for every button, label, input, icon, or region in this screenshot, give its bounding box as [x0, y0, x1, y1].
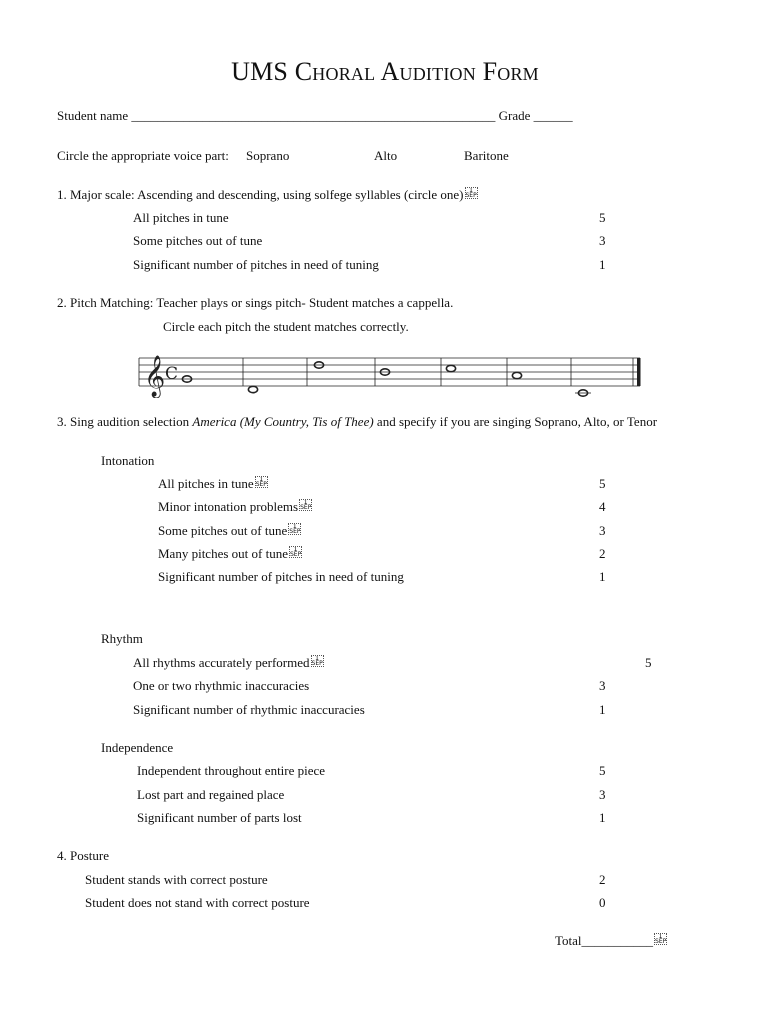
form-title: UMS Choral Audition Form: [231, 57, 539, 86]
student-name-label: Student name: [57, 108, 129, 123]
section2-instruction: Circle each pitch the student matches correctly.: [163, 319, 409, 334]
independence-item-score[interactable]: 5: [599, 763, 606, 778]
sep-marker-icon: 1 SEP: [300, 499, 312, 511]
voice-option-alto[interactable]: Alto: [374, 148, 398, 163]
independence-item-label: Lost part and regained place: [137, 787, 285, 802]
song-title: America (My Country, Tis of Thee): [192, 414, 374, 429]
final-barline: [637, 358, 641, 386]
s1-item-score[interactable]: 3: [599, 233, 606, 248]
sep-marker-icon: 1 SEP: [311, 655, 323, 667]
section3-heading-post: and specify if you are singing Soprano, Alto, or Tenor: [373, 414, 658, 429]
total-label: Total: [555, 933, 582, 948]
voice-option-baritone[interactable]: Baritone: [464, 148, 509, 163]
intonation-item-label: Minor intonation problems 1 SEP: [158, 499, 312, 514]
voice-option-soprano[interactable]: Soprano: [246, 148, 290, 163]
sep-marker-icon: 1 SEP: [655, 933, 667, 945]
sep-marker-icon: 1 SEP: [289, 523, 301, 535]
rhythm-item-label: One or two rhythmic inaccuracies: [133, 678, 310, 693]
intonation-item-label: Some pitches out of tune 1 SEP: [158, 523, 301, 538]
grade-field[interactable]: ______: [533, 108, 573, 123]
intonation-item-score[interactable]: 4: [599, 499, 606, 514]
note-C5[interactable]: [446, 365, 455, 371]
independence-heading: Independence: [101, 740, 174, 755]
s1-item-score[interactable]: 5: [599, 210, 606, 225]
time-signature: C: [165, 364, 179, 384]
section1-heading: [57, 187, 478, 203]
intonation-item-label: Many pitches out of tune 1 SEP: [158, 546, 302, 561]
intonation-item-score[interactable]: 2: [599, 546, 606, 561]
intonation-item-score[interactable]: 1: [599, 569, 606, 584]
rhythm-item-score[interactable]: 3: [599, 678, 606, 693]
student-name-field[interactable]: ________________________________________________________: [131, 108, 496, 123]
section3-heading-pre: 3. Sing audition selection: [57, 414, 193, 429]
posture-item-label: Student does not stand with correct posture: [85, 895, 310, 910]
treble-clef-icon: 𝄞: [144, 356, 166, 397]
posture-item-score[interactable]: 0: [599, 895, 606, 910]
independence-item-label: Independent throughout entire piece: [137, 763, 326, 778]
music-staff: [135, 348, 665, 398]
student-name-row: [57, 108, 573, 124]
section4-heading: 4. Posture: [57, 848, 109, 863]
section1-heading-text: 1. Major scale: Ascending and descending, using solfege syllables (circle one): [57, 187, 464, 202]
section3-heading: [57, 414, 657, 430]
s1-item-score[interactable]: 1: [599, 257, 606, 272]
s1-item-label: Some pitches out of tune: [133, 233, 263, 248]
independence-item-score[interactable]: 3: [599, 787, 606, 802]
total-row: [555, 933, 667, 949]
section2-heading: 2. Pitch Matching: Teacher plays or sings pitch- Student matches a cappella.: [57, 295, 454, 310]
note-A4[interactable]: [512, 372, 521, 378]
sep-marker-icon: 1 SEP: [465, 187, 477, 199]
rhythm-item-label: All rhythms accurately performed 1 SEP: [133, 655, 323, 670]
rhythm-item-score[interactable]: 5: [645, 655, 652, 670]
rhythm-item-score[interactable]: 1: [599, 702, 606, 717]
independence-item-score[interactable]: 1: [599, 810, 606, 825]
voice-part-label: Circle the appropriate voice part:: [57, 148, 229, 163]
rhythm-heading: Rhythm: [101, 631, 143, 646]
rhythm-item-label: Significant number of rhythmic inaccuracies: [133, 702, 365, 717]
posture-item-score[interactable]: 2: [599, 872, 606, 887]
grade-label: Grade: [498, 108, 531, 123]
intonation-item-score[interactable]: 5: [599, 476, 606, 491]
intonation-heading: Intonation: [101, 453, 155, 468]
sep-marker-icon: 1 SEP: [289, 546, 302, 558]
intonation-item-label: All pitches in tune 1 SEP: [158, 476, 267, 491]
intonation-item-label: Significant number of pitches in need of tuning: [158, 569, 404, 584]
note-D4[interactable]: [248, 386, 257, 392]
intonation-item-score[interactable]: 3: [599, 523, 606, 538]
sep-marker-icon: 1 SEP: [255, 476, 267, 488]
s1-item-label: All pitches in tune: [133, 210, 229, 225]
posture-item-label: Student stands with correct posture: [85, 872, 268, 887]
independence-item-label: Significant number of parts lost: [137, 810, 302, 825]
s1-item-label: Significant number of pitches in need of tuning: [133, 257, 379, 272]
total-field[interactable]: ___________: [581, 933, 654, 948]
